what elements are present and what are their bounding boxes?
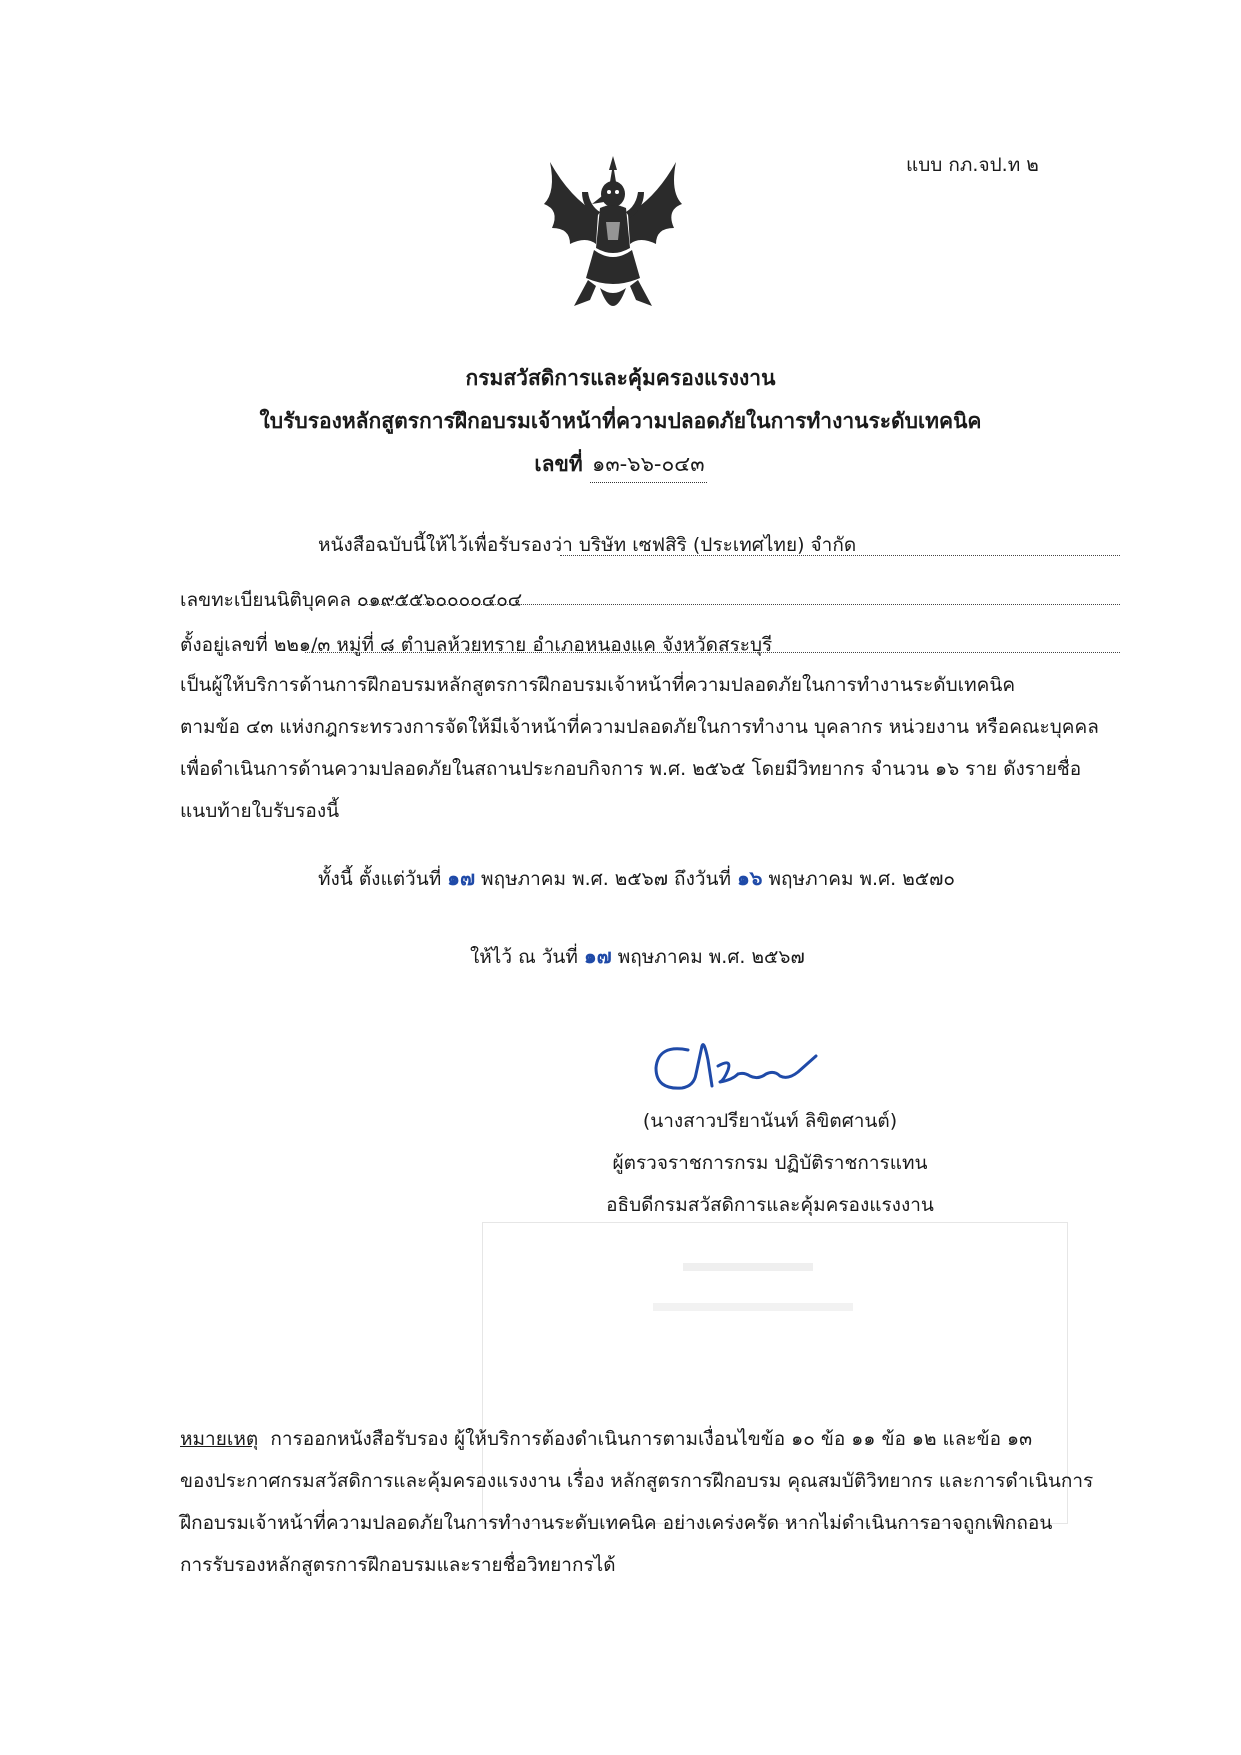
body-paragraph (180, 664, 1140, 832)
certificate-number (0, 448, 1241, 483)
department-title: กรมสวัสดิการและคุ้มครองแรงงาน (465, 366, 776, 390)
company-name: บริษัท เซฟสิริ (ประเทศไทย) จำกัด (578, 534, 857, 556)
note-label: หมายเหตุ (180, 1428, 259, 1450)
note-line: ฝึกอบรมเจ้าหน้าที่ความปลอดภัยในการทำงานระดับเทคนิค อย่างเคร่งครัด หากไม่ดำเนินการอาจถูกเพิกถอน (180, 1512, 1053, 1534)
note-block (180, 1418, 1140, 1586)
company-dotted-line (560, 555, 1120, 556)
body-line: ตามข้อ ๔๓ แห่งกฎกระทรวงการจัดให้มีเจ้าหน้าที่ความปลอดภัยในการทำงาน บุคลากร หน่วยงาน หรือคณะบุคคล (180, 716, 1099, 738)
show-through-line (683, 1263, 813, 1271)
registration-label: เลขทะเบียนนิติบุคคล (180, 589, 351, 611)
issued-rest: พฤษภาคม พ.ศ. ๒๕๖๗ (617, 946, 805, 968)
note-line-text: การออกหนังสือรับรอง ผู้ให้บริการต้องดำเนินการตามเงื่อนไขข้อ ๑๐ ข้อ ๑๑ ข้อ ๑๒ และข้อ ๑๓ (270, 1428, 1033, 1450)
signature-mark (648, 1030, 838, 1100)
validity-line (318, 862, 955, 894)
note-line (180, 1418, 1140, 1460)
note-line: การรับรองหลักสูตรการฝึกอบรมและรายชื่อวิทยากรได้ (180, 1554, 616, 1576)
address-line (180, 630, 772, 660)
registration-number: ๐๑๙๕๕๖๐๐๐๐๔๐๔ (357, 589, 523, 611)
issued-line (470, 940, 805, 972)
body-line: เพื่อดำเนินการด้านความปลอดภัยในสถานประกอบกิจการ พ.ศ. ๒๕๖๕ โดยมีวิทยากร จำนวน ๑๖ ราย ดังรายชื่อ (180, 758, 1082, 780)
registration-line (180, 585, 522, 615)
form-code: แบบ กภ.จป.ท ๒ (906, 154, 1039, 176)
body-line: แนบท้ายใบรับรองนี้ (180, 800, 340, 822)
address-rest: หมู่ที่ ๘ ตำบลห้วยทราย อำเภอหนองแค จังหวัดสระบุรี (336, 634, 773, 656)
validity-end-rest: พฤษภาคม พ.ศ. ๒๕๗๐ (768, 868, 956, 890)
signatory-name: (นางสาวปรียานันท์ ลิขิตศานต์) (642, 1110, 898, 1132)
address-label: ตั้งอยู่เลขที่ (180, 634, 268, 656)
body-line: เป็นผู้ให้บริการด้านการฝึกอบรมหลักสูตรการฝึกอบรมเจ้าหน้าที่ความปลอดภัยในการทำงานระดับเทคนิค (180, 674, 1016, 696)
issued-day: ๑๗ (583, 944, 612, 968)
garuda-emblem-icon (530, 148, 696, 326)
certificate-number-value: ๑๓-๖๖-๐๔๓ (590, 448, 707, 483)
address-dotted-line (305, 652, 1120, 653)
issued-prefix: ให้ไว้ ณ วันที่ (470, 946, 578, 968)
signatory-position: ผู้ตรวจราชการกรม ปฏิบัติราชการแทน (612, 1152, 928, 1174)
validity-prefix: ทั้งนี้ ตั้งแต่วันที่ (318, 868, 442, 890)
signatory-block (540, 1100, 1000, 1226)
validity-start-rest: พฤษภาคม พ.ศ. ๒๕๖๗ ถึงวันที่ (481, 868, 732, 890)
certificate-title: ใบรับรองหลักสูตรการฝึกอบรมเจ้าหน้าที่ความปลอดภัยในการทำงานระดับเทคนิค (259, 409, 982, 433)
certificate-number-label: เลขที่ (534, 452, 583, 476)
certify-label: หนังสือฉบับนี้ให้ไว้เพื่อรับรองว่า (318, 534, 573, 556)
registration-dotted-line (358, 604, 1120, 605)
validity-start-day: ๑๗ (447, 866, 475, 890)
show-through-line (653, 1303, 853, 1311)
validity-end-day: ๑๖ (737, 866, 763, 890)
address-number: ๒๒๑/๓ (273, 634, 331, 656)
signatory-on-behalf: อธิบดีกรมสวัสดิการและคุ้มครองแรงงาน (606, 1194, 934, 1216)
note-line: ของประกาศกรมสวัสดิการและคุ้มครองแรงงาน เรื่อง หลักสูตรการฝึกอบรม คุณสมบัติวิทยากร และการดำเนินการ (180, 1470, 1094, 1492)
